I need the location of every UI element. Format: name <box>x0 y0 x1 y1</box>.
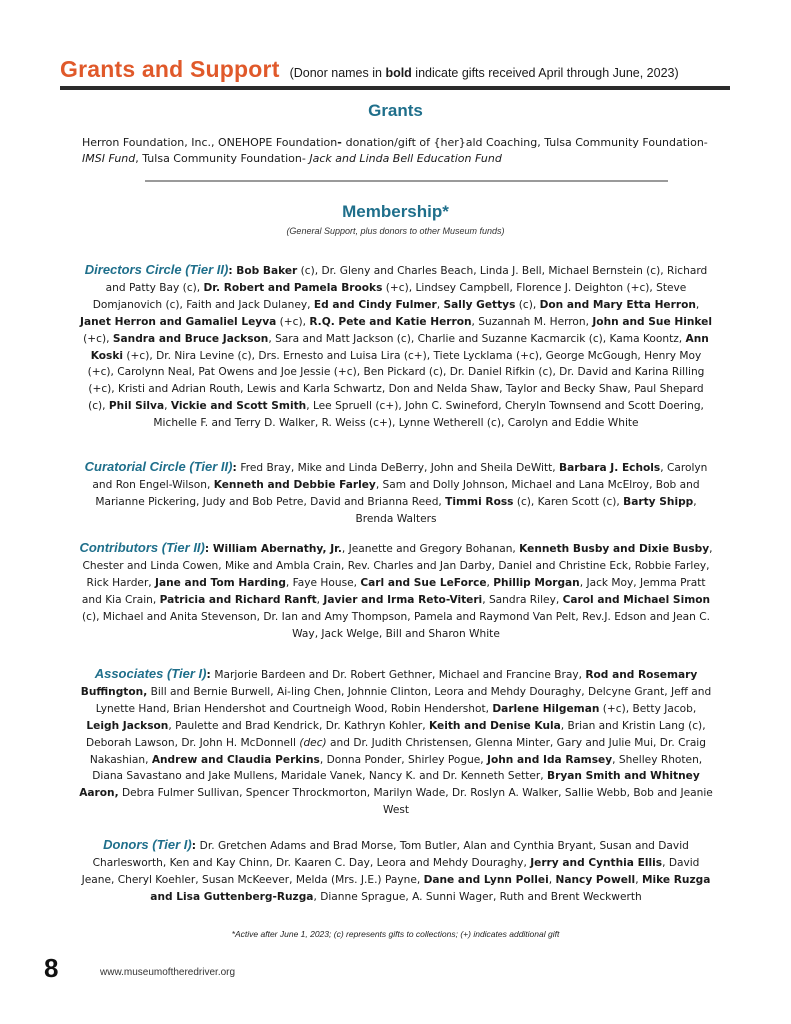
section-divider <box>145 180 668 182</box>
page-header <box>60 56 730 83</box>
website-url: www.museumoftheredriver.org <box>100 967 236 978</box>
contributors-list: Contributors (Tier II): William Abernathy, Jr., Jeanette and Gregory Bohanan, Kenneth Busby and Dixie Busby, Chester and Linda Cowen, Mike and Ambla Crain, Rev. Charles and Jan Darby, Daniel and Christine Eck, Robbie Farley, Rick Harder, Jane and Tom Harding, Faye House, Carl and Sue LeForce, Phillip Morgan, Jack Moy, Jemma Pratt and Kia Crain, Patricia and Richard Ranft, Javier and Irma Reto-Viteri, Sandra Riley, Carol and Michael Simon (c), Michael and Anita Stevenson, Dr. Ian and Amy Thompson, Pamela and Raymond Van Pelt, Rev.J. Edson and Jean C. Way, Jack Welge, Bill and Sharon White <box>79 540 713 640</box>
membership-heading: Membership* <box>342 202 449 221</box>
directors-circle-heading: Directors Circle (Tier II) <box>84 262 229 277</box>
curatorial-circle-heading: Curatorial Circle (Tier II) <box>84 459 233 474</box>
associates-list: Associates (Tier I): Marjorie Bardeen and Dr. Robert Gethner, Michael and Francine Bray, Rod and Rosemary Buffington, Bill and Bernie Burwell, Ai-ling Chen, Johnnie Clinton, Leora and Mehdy Douraghy, Delcyne Grant, Jeff and Lynette Hand, Brian Hendershot and Courtneigh Wood, Robin Hendershot, Darlene Hilgeman (+c), Betty Jacob, Leigh Jackson, Paulette and Brad Kendrick, Dr. Kathryn Kohler, Keith and Denise Kula, Brian and Kristin Lang (c), Deborah Lawson, Dr. John H. McDonnell (dec) and Dr. Judith Christensen, Glenna Minter, Gary and Julie Mui, Dr. Craig Nakashian, Andrew and Claudia Perkins, Donna Ponder, Shirley Pogue, John and Ida Ramsey, Shelley Rhoten, Diana Savastano and Jake Mullens, Maridale Vanek, Nancy K. and Dr. Kenneth Setter, Bryan Smith and Whitney Aaron, Debra Fulmer Sullivan, Spencer Throckmorton, Marilyn Wade, Dr. Roslyn A. Walker, Sallie Webb, Bob and Jeanie West <box>79 666 713 817</box>
curatorial-circle-list: Curatorial Circle (Tier II): Fred Bray, Mike and Linda DeBerry, John and Sheila DeWitt, Barbara J. Echols, Carolyn and Ron Engel-Wilson, Kenneth and Debbie Farley, Sam and Dolly Johnson, Michael and Lana McElroy, Bob and Marianne Pickering, Judy and Bob Petre, David and Brianna Reed, Timmi Ross (c), Karen Scott (c), Barty Shipp, Brenda Walters <box>84 459 708 525</box>
page-title: Grants and Support <box>60 56 280 82</box>
donors-list: Donors (Tier I): Dr. Gretchen Adams and Brad Morse, Tom Butler, Alan and Cynthia Bryant, Susan and David Charlesworth, Ken and Kay Chinn, Dr. Kaaren C. Day, Leora and Mehdy Douraghy, Jerry and Cynthia Ellis, David Jeane, Cheryl Koehler, Susan McKeever, Melda (Mrs. J.E.) Payne, Dane and Lynn Pollei, Nancy Powell, Mike Ruzga and Lisa Guttenberg-Ruzga, Dianne Sprague, A. Sunni Wager, Ruth and Brent Weckwerth <box>81 837 711 903</box>
membership-footnote: *Active after June 1, 2023; (c) represents gifts to collections; (+) indicates additional gift <box>231 929 560 939</box>
membership-subheading: (General Support, plus donors to other Museum funds) <box>286 226 505 236</box>
directors-circle-list: Directors Circle (Tier II): Bob Baker (c), Dr. Gleny and Charles Beach, Linda J. Bell, Michael Bernstein (c), Richard and Patty Bay (c), Dr. Robert and Pamela Brooks (+c), Lindsey Campbell, Florence J. Deighton (+c), Steve Domjanovich (c), Faith and Jack Dulaney, Ed and Cindy Fulmer, Sally Gettys (c), Don and Mary Etta Herron, Janet Herron and Gamaliel Leyva (+c), R.Q. Pete and Katie Herron, Suzannah M. Herron, John and Sue Hinkel (+c), Sandra and Bruce Jackson, Sara and Matt Jackson (c), Charlie and Suzanne Kacmarcik (c), Kama Koontz, Ann Koski (+c), Dr. Nira Levine (c), Drs. Ernesto and Luisa Lira (c+), Tiete Lycklama (+c), George McGough, Henry Moy (+c), Carolynn Neal, Pat Owens and Joe Jessie (+c), Ben Pickard (c), Dr. Daniel Rifkin (c), Dr. David and Karina Rilling (+c), Kristi and Adrian Routh, Lewis and Karla Schwartz, Don and Nelda Shaw, Taylor and Becky Shaw, Paul Shepard (c), Phil Silva, Vickie and Scott Smith, Lee Spruell (c+), John C. Swineford, Cheryln Townsend and Scott Doering, Michelle F. and Terry D. Walker, R. Weiss (c+), Lynne Wetherell (c), Carolyn and Eddie White <box>80 262 712 430</box>
header-rule <box>60 86 730 90</box>
page-number: 8 <box>44 953 59 983</box>
associates-heading: Associates (Tier I) <box>94 666 207 681</box>
grants-list: Herron Foundation, Inc., ONEHOPE Foundation- donation/gift of {her}ald Coaching, Tulsa Community Foundation- IMSI Fund, Tulsa Community Foundation- Jack and Linda Bell Education Fund <box>82 136 708 165</box>
contributors-heading: Contributors (Tier II) <box>79 540 205 555</box>
donors-heading: Donors (Tier I) <box>103 837 192 852</box>
grants-heading: Grants <box>368 101 423 120</box>
header-note: (Donor names in bold indicate gifts received April through June, 2023) <box>289 66 679 80</box>
